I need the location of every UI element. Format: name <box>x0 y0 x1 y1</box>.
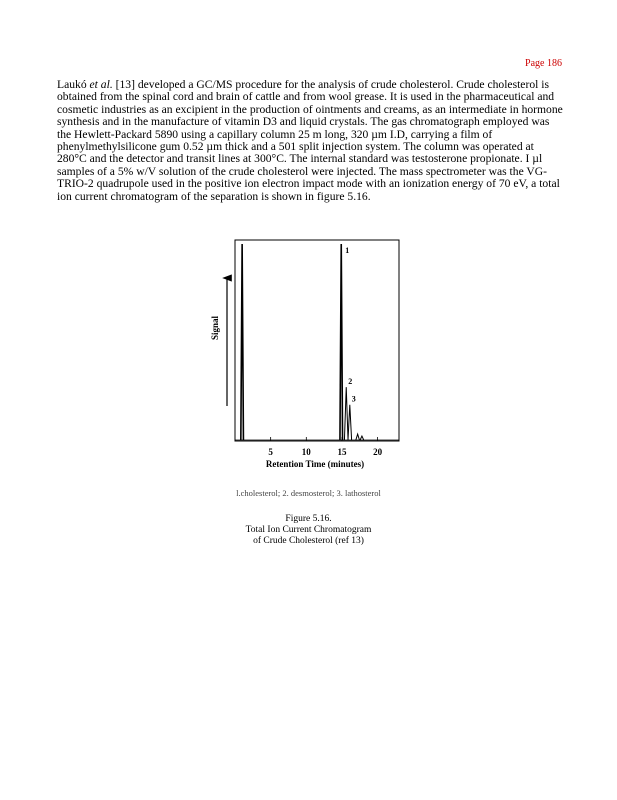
caption-line-3: of Crude Cholesterol (ref 13) <box>253 536 364 546</box>
author-name: Laukó <box>57 78 87 91</box>
plot-frame <box>235 240 399 441</box>
page-number: Page 186 <box>525 58 562 69</box>
chromatogram-figure <box>205 236 425 476</box>
x-tick-label: 5 <box>268 447 273 457</box>
chromatogram-peak <box>241 244 244 440</box>
caption-line-2: Total Ion Current Chromatogram <box>245 525 372 535</box>
paragraph-text: [13] developed a GC/MS procedure for the analysis of crude cholesterol. Crude cholesterol is obtained from the spinal cord and brain of cattle and from wool grease. It is used in the pharmaceutical and cosmetic industries as an excipient in the production of ointments and creams, as an intermediate in hormone synthesis and in the manufacture of vitamin D3 and liquid crystals. The gas chromatograph employed was the Hewlett-Packard 5890 using a capillary column 25 m long, 320 µm I.D, carrying a film of phenylmethylsilicone gum 0.52 µm thick and a 501 split injection system. The column was operated at 280°C and the detector and transit lines at 300°C. The internal standard was testosterone propionate. I µl samples of a 5% w/V solution of the crude cholesterol were injected. The mass spectrometer was the VG-TRIO-2 quadrupole used in the positive ion electron impact mode with an ionization energy of 70 eV, a total ion current chromatogram of the separation is shown in figure 5.16. <box>57 78 563 203</box>
x-tick-label: 15 <box>337 447 347 457</box>
chromatogram-chart <box>205 236 425 476</box>
x-tick-label: 20 <box>373 447 383 457</box>
chromatogram-peak <box>356 434 360 440</box>
x-axis-label: Retention Time (minutes) <box>265 459 365 469</box>
chromatogram-peak <box>348 405 352 440</box>
body-paragraph <box>57 79 565 203</box>
chromatogram-peak <box>360 436 364 440</box>
figure-legend: l.cholesterol; 2. desmosterol; 3. lathosterol <box>236 488 381 498</box>
y-axis-label: Signal <box>210 315 220 341</box>
chromatogram-peak <box>340 244 343 440</box>
peak-label: 2 <box>348 377 353 387</box>
caption-line-1: Figure 5.16. <box>285 514 332 524</box>
peak-label: 3 <box>351 394 356 404</box>
peak-label: 1 <box>345 246 350 255</box>
chromatogram-peak <box>344 387 348 440</box>
et-al: et al. <box>89 78 113 91</box>
figure-caption <box>0 514 617 547</box>
x-tick-label: 10 <box>301 447 311 457</box>
